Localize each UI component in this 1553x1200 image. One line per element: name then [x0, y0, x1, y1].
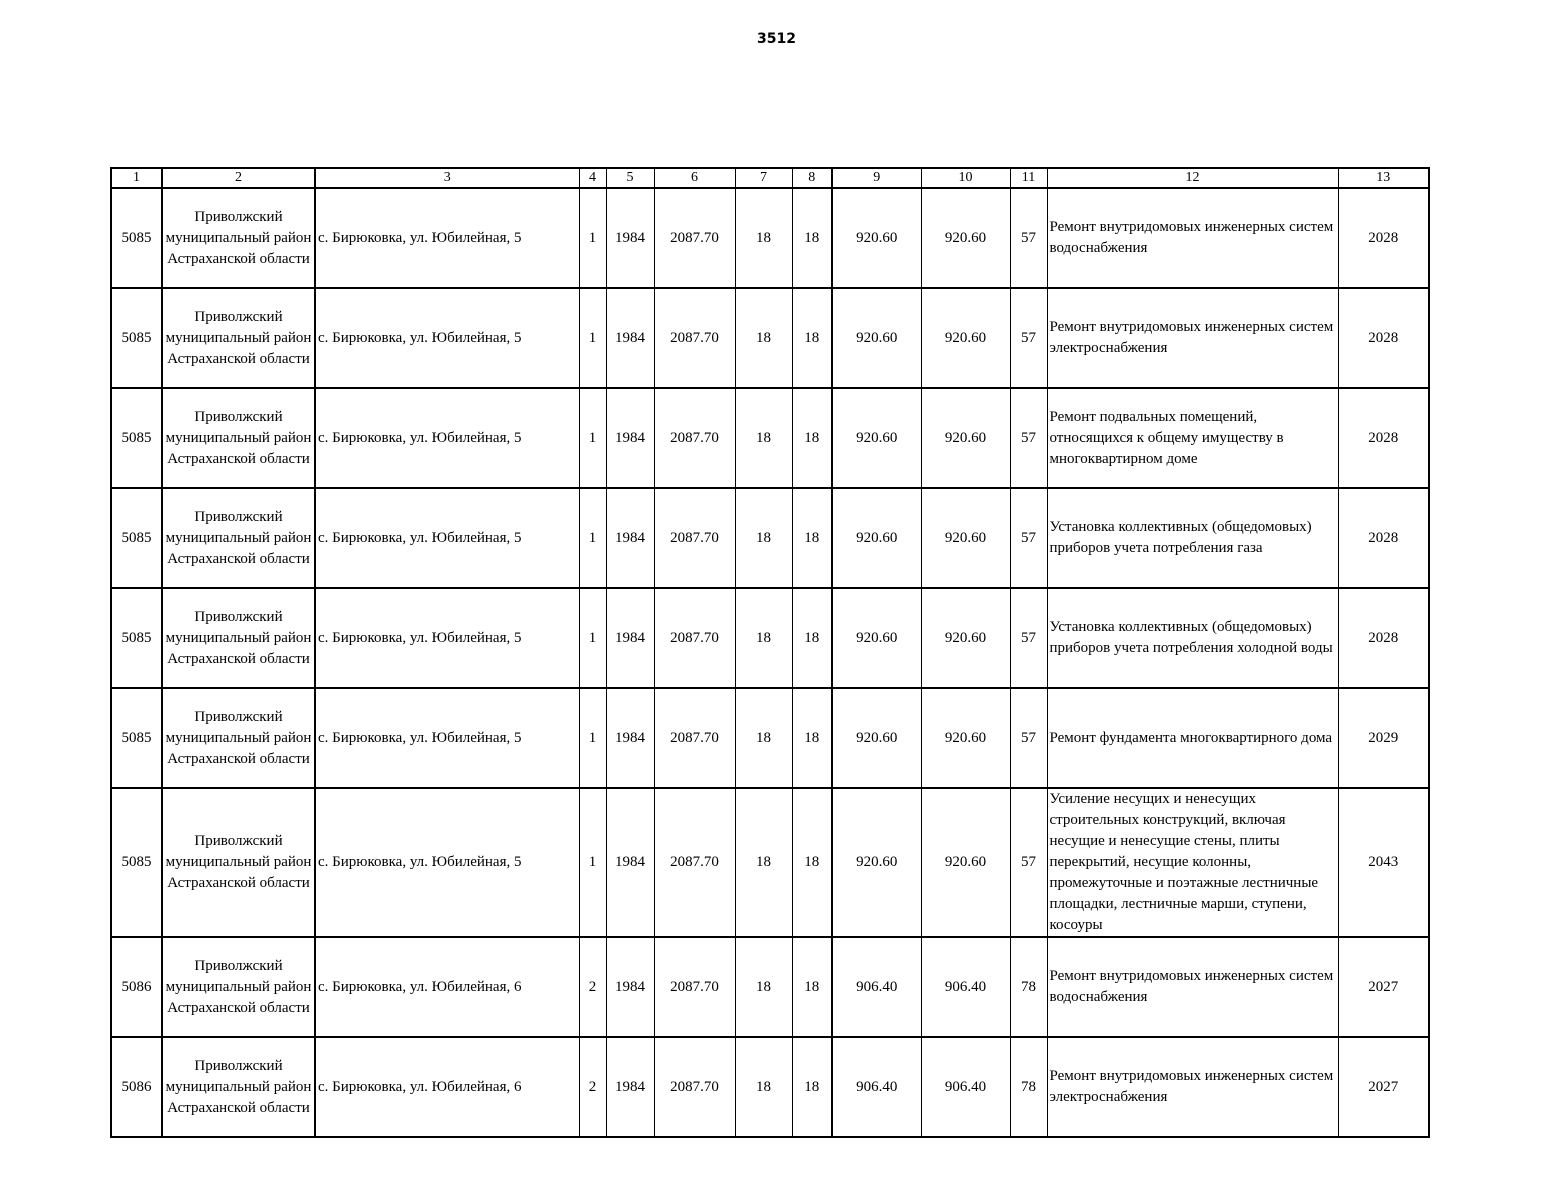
cell-col7: 18 — [735, 588, 792, 688]
cell-planned-year: 2043 — [1338, 788, 1429, 937]
cell-id: 5085 — [111, 788, 162, 937]
cell-id: 5085 — [111, 488, 162, 588]
cell-col9: 920.60 — [832, 588, 921, 688]
cell-col9: 920.60 — [832, 188, 921, 288]
cell-work-type: Ремонт внутридомовых инженерных систем электроснабжения — [1047, 1037, 1338, 1137]
cell-year-built: 1984 — [606, 588, 654, 688]
cell-col11: 57 — [1010, 188, 1047, 288]
cell-col7: 18 — [735, 937, 792, 1037]
table-row — [111, 688, 1429, 788]
cell-col9: 920.60 — [832, 688, 921, 788]
header-cell: 4 — [579, 168, 606, 188]
table-row — [111, 488, 1429, 588]
cell-district: Приволжский муниципальный район Астраханской области — [162, 937, 315, 1037]
cell-year-built: 1984 — [606, 937, 654, 1037]
cell-col8: 18 — [792, 388, 832, 488]
cell-district: Приволжский муниципальный район Астраханской области — [162, 588, 315, 688]
cell-year-built: 1984 — [606, 388, 654, 488]
cell-id: 5085 — [111, 288, 162, 388]
cell-work-type: Ремонт внутридомовых инженерных систем электроснабжения — [1047, 288, 1338, 388]
cell-col7: 18 — [735, 188, 792, 288]
cell-planned-year: 2028 — [1338, 588, 1429, 688]
cell-district: Приволжский муниципальный район Астраханской области — [162, 788, 315, 937]
table-row — [111, 188, 1429, 288]
cell-col6: 2087.70 — [654, 388, 735, 488]
cell-address: с. Бирюковка, ул. Юбилейная, 5 — [315, 388, 579, 488]
cell-planned-year: 2028 — [1338, 188, 1429, 288]
cell-col4: 1 — [579, 688, 606, 788]
cell-planned-year: 2027 — [1338, 937, 1429, 1037]
cell-work-type: Ремонт внутридомовых инженерных систем водоснабжения — [1047, 188, 1338, 288]
cell-col9: 920.60 — [832, 488, 921, 588]
cell-col10: 920.60 — [921, 688, 1010, 788]
cell-col8: 18 — [792, 788, 832, 937]
cell-district: Приволжский муниципальный район Астраханской области — [162, 688, 315, 788]
cell-col4: 1 — [579, 188, 606, 288]
cell-col4: 1 — [579, 588, 606, 688]
cell-col9: 920.60 — [832, 288, 921, 388]
cell-id: 5086 — [111, 937, 162, 1037]
cell-address: с. Бирюковка, ул. Юбилейная, 5 — [315, 688, 579, 788]
table-row — [111, 937, 1429, 1037]
cell-col10: 920.60 — [921, 388, 1010, 488]
cell-col11: 78 — [1010, 1037, 1047, 1137]
cell-col6: 2087.70 — [654, 288, 735, 388]
cell-planned-year: 2028 — [1338, 288, 1429, 388]
cell-work-type: Усиление несущих и ненесущих строительных конструкций, включая несущие и ненесущие стены, плиты перекрытий, несущие колонны, промежуточные и поэтажные лестничные площадки, лестничные марши, ступени, косоуры — [1047, 788, 1338, 937]
cell-id: 5085 — [111, 388, 162, 488]
cell-address: с. Бирюковка, ул. Юбилейная, 5 — [315, 288, 579, 388]
cell-id: 5085 — [111, 588, 162, 688]
cell-col6: 2087.70 — [654, 1037, 735, 1137]
cell-col6: 2087.70 — [654, 488, 735, 588]
cell-col6: 2087.70 — [654, 588, 735, 688]
cell-year-built: 1984 — [606, 788, 654, 937]
cell-work-type: Ремонт внутридомовых инженерных систем водоснабжения — [1047, 937, 1338, 1037]
cell-work-type: Установка коллективных (общедомовых) приборов учета потребления газа — [1047, 488, 1338, 588]
cell-col4: 1 — [579, 788, 606, 937]
cell-col11: 57 — [1010, 488, 1047, 588]
cell-col10: 920.60 — [921, 788, 1010, 937]
cell-address: с. Бирюковка, ул. Юбилейная, 6 — [315, 937, 579, 1037]
cell-col7: 18 — [735, 388, 792, 488]
header-cell: 7 — [735, 168, 792, 188]
table-row — [111, 288, 1429, 388]
cell-col10: 920.60 — [921, 488, 1010, 588]
table-body — [111, 168, 1429, 1137]
cell-col10: 920.60 — [921, 188, 1010, 288]
page-number: 3512 — [757, 31, 796, 47]
cell-col11: 57 — [1010, 388, 1047, 488]
cell-col8: 18 — [792, 588, 832, 688]
table-row — [111, 788, 1429, 937]
cell-col11: 57 — [1010, 288, 1047, 388]
cell-year-built: 1984 — [606, 188, 654, 288]
cell-col6: 2087.70 — [654, 688, 735, 788]
cell-col9: 906.40 — [832, 1037, 921, 1137]
header-cell: 1 — [111, 168, 162, 188]
cell-year-built: 1984 — [606, 1037, 654, 1137]
cell-planned-year: 2027 — [1338, 1037, 1429, 1137]
cell-address: с. Бирюковка, ул. Юбилейная, 5 — [315, 588, 579, 688]
cell-col8: 18 — [792, 488, 832, 588]
header-cell: 11 — [1010, 168, 1047, 188]
header-cell: 12 — [1047, 168, 1338, 188]
cell-col7: 18 — [735, 1037, 792, 1137]
cell-district: Приволжский муниципальный район Астраханской области — [162, 1037, 315, 1137]
cell-district: Приволжский муниципальный район Астраханской области — [162, 488, 315, 588]
cell-district: Приволжский муниципальный район Астраханской области — [162, 288, 315, 388]
column-number-header — [111, 168, 1429, 188]
cell-col10: 906.40 — [921, 1037, 1010, 1137]
header-cell: 6 — [654, 168, 735, 188]
cell-col8: 18 — [792, 688, 832, 788]
cell-col11: 57 — [1010, 688, 1047, 788]
cell-address: с. Бирюковка, ул. Юбилейная, 5 — [315, 488, 579, 588]
cell-work-type: Ремонт подвальных помещений, относящихся к общему имуществу в многоквартирном доме — [1047, 388, 1338, 488]
cell-planned-year: 2029 — [1338, 688, 1429, 788]
header-cell: 9 — [832, 168, 921, 188]
cell-col9: 920.60 — [832, 788, 921, 937]
cell-col7: 18 — [735, 788, 792, 937]
cell-col4: 2 — [579, 937, 606, 1037]
cell-col6: 2087.70 — [654, 188, 735, 288]
cell-col9: 906.40 — [832, 937, 921, 1037]
cell-year-built: 1984 — [606, 488, 654, 588]
cell-address: с. Бирюковка, ул. Юбилейная, 5 — [315, 788, 579, 937]
cell-col9: 920.60 — [832, 388, 921, 488]
cell-work-type: Установка коллективных (общедомовых) приборов учета потребления холодной воды — [1047, 588, 1338, 688]
cell-col4: 1 — [579, 288, 606, 388]
header-cell: 8 — [792, 168, 832, 188]
cell-col4: 1 — [579, 488, 606, 588]
table-row — [111, 1037, 1429, 1137]
cell-col8: 18 — [792, 188, 832, 288]
table-row — [111, 388, 1429, 488]
cell-id: 5086 — [111, 1037, 162, 1137]
cell-col11: 57 — [1010, 588, 1047, 688]
cell-col8: 18 — [792, 937, 832, 1037]
register-table — [110, 167, 1430, 1138]
cell-district: Приволжский муниципальный район Астраханской области — [162, 188, 315, 288]
table-row — [111, 588, 1429, 688]
cell-col11: 57 — [1010, 788, 1047, 937]
header-cell: 2 — [162, 168, 315, 188]
cell-col6: 2087.70 — [654, 937, 735, 1037]
cell-col10: 920.60 — [921, 588, 1010, 688]
cell-address: с. Бирюковка, ул. Юбилейная, 5 — [315, 188, 579, 288]
cell-col8: 18 — [792, 288, 832, 388]
cell-col4: 2 — [579, 1037, 606, 1137]
cell-col7: 18 — [735, 688, 792, 788]
cell-address: с. Бирюковка, ул. Юбилейная, 6 — [315, 1037, 579, 1137]
header-cell: 13 — [1338, 168, 1429, 188]
cell-year-built: 1984 — [606, 288, 654, 388]
cell-id: 5085 — [111, 188, 162, 288]
cell-work-type: Ремонт фундамента многоквартирного дома — [1047, 688, 1338, 788]
cell-id: 5085 — [111, 688, 162, 788]
header-cell: 10 — [921, 168, 1010, 188]
cell-col7: 18 — [735, 288, 792, 388]
header-cell: 3 — [315, 168, 579, 188]
cell-planned-year: 2028 — [1338, 388, 1429, 488]
cell-col4: 1 — [579, 388, 606, 488]
cell-planned-year: 2028 — [1338, 488, 1429, 588]
header-cell: 5 — [606, 168, 654, 188]
cell-col7: 18 — [735, 488, 792, 588]
cell-col6: 2087.70 — [654, 788, 735, 937]
cell-district: Приволжский муниципальный район Астраханской области — [162, 388, 315, 488]
cell-col10: 920.60 — [921, 288, 1010, 388]
cell-year-built: 1984 — [606, 688, 654, 788]
cell-col11: 78 — [1010, 937, 1047, 1037]
cell-col10: 906.40 — [921, 937, 1010, 1037]
cell-col8: 18 — [792, 1037, 832, 1137]
